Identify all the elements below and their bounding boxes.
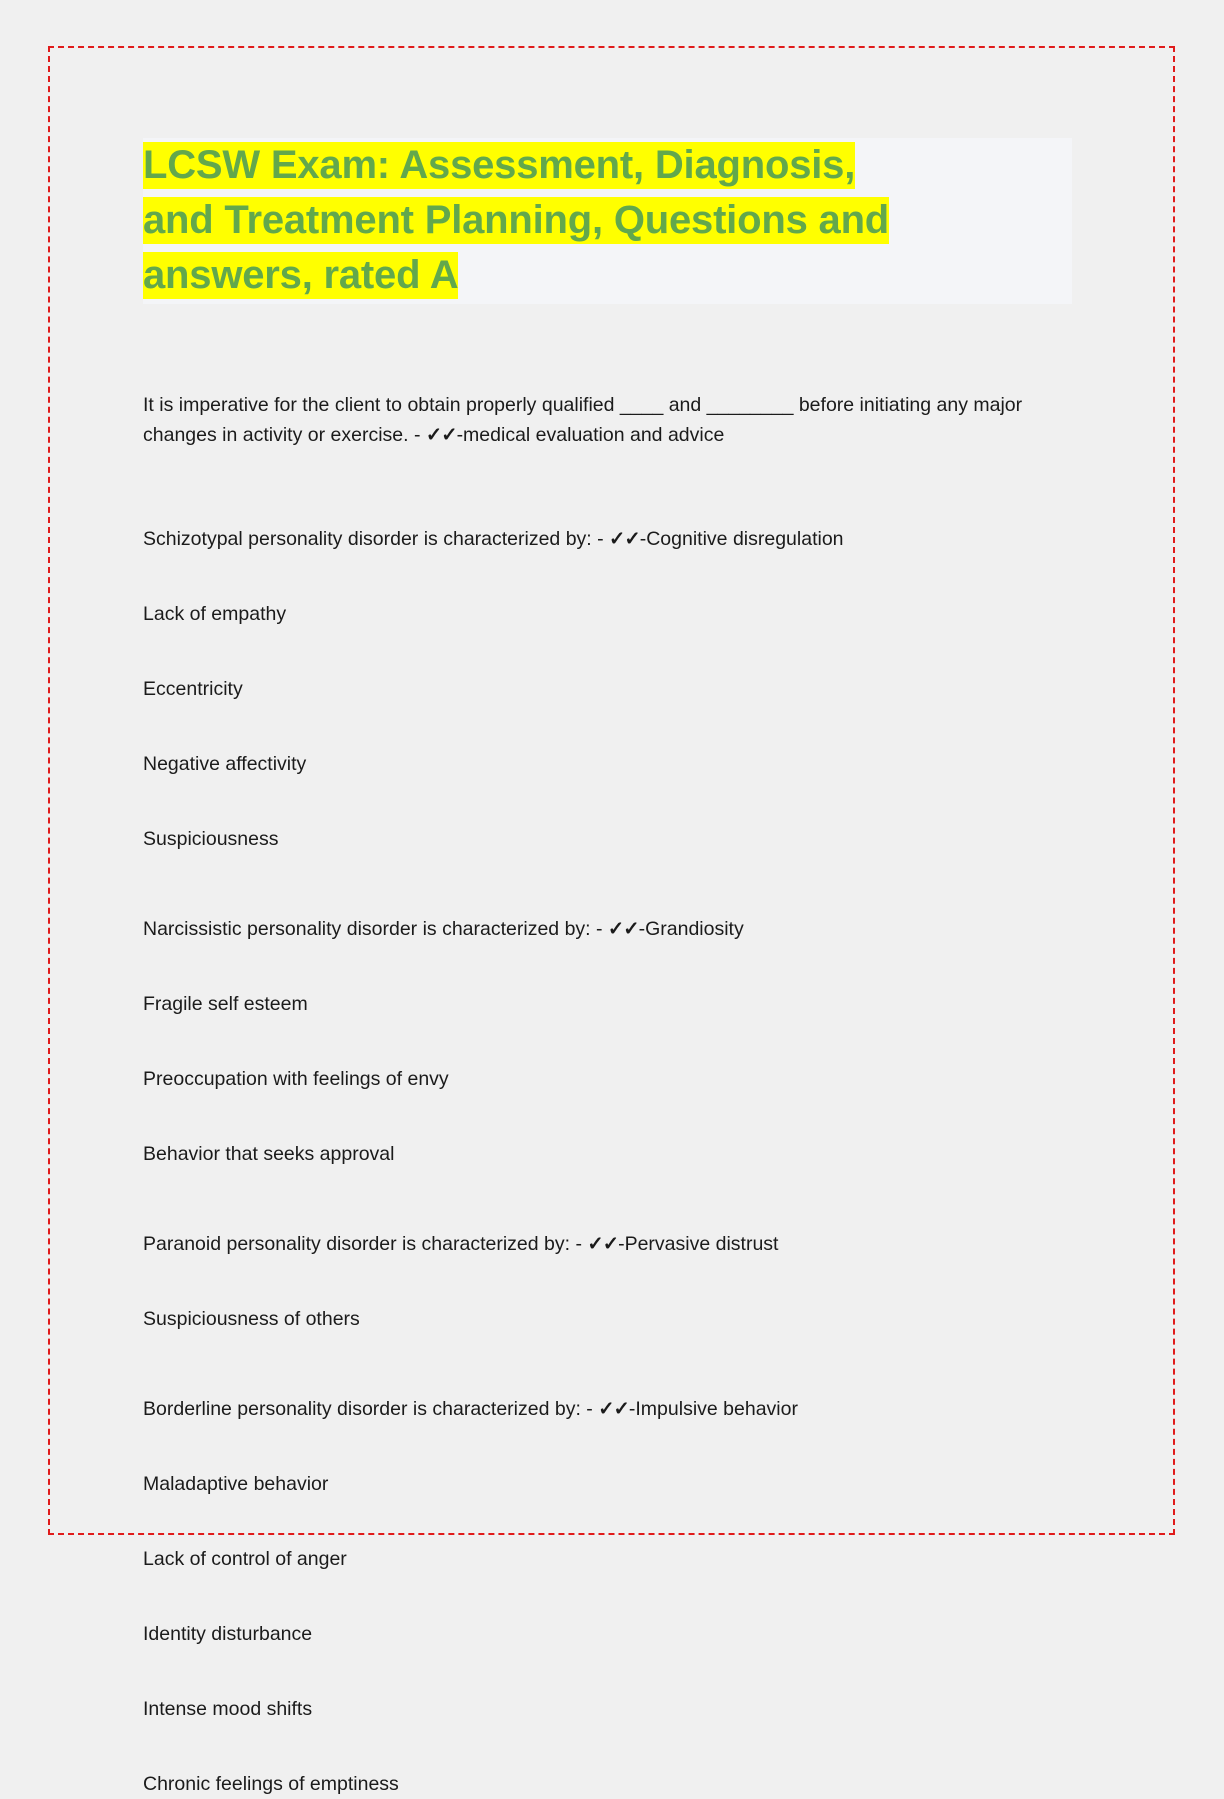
item-spacer xyxy=(143,629,1078,674)
checkmark-icon: ✓✓ xyxy=(598,1398,629,1420)
question-schizotypal xyxy=(143,524,1078,554)
item-spacer xyxy=(143,1424,1078,1469)
item-spacer xyxy=(143,554,1078,599)
section-spacer xyxy=(143,1169,1078,1229)
item-spacer xyxy=(143,1649,1078,1694)
item-spacer xyxy=(143,1094,1078,1139)
section-schizotypal xyxy=(143,524,1078,854)
item-spacer xyxy=(143,1259,1078,1304)
list-item: Behavior that seeks approval xyxy=(143,1143,395,1165)
question-text: Schizotypal personality disorder is characterized by: - xyxy=(143,528,610,550)
item-spacer xyxy=(143,1019,1078,1064)
list-item: Maladaptive behavior xyxy=(143,1473,329,1495)
item-spacer xyxy=(143,1724,1078,1769)
section-paranoid xyxy=(143,1229,1078,1334)
question-text: Narcissistic personality disorder is characterized by: - xyxy=(143,918,608,940)
list-item: Preoccupation with feelings of envy xyxy=(143,1068,449,1090)
list-item: Negative affectivity xyxy=(143,753,307,775)
item-spacer xyxy=(143,1499,1078,1544)
list-item: Suspiciousness xyxy=(143,828,279,850)
answer-narcissistic: -Grandiosity xyxy=(638,918,744,940)
question-paranoid xyxy=(143,1229,1078,1259)
answer-schizotypal: -Cognitive disregulation xyxy=(639,528,844,550)
checkmark-icon: ✓✓ xyxy=(587,1233,619,1255)
question-line-1: It is imperative for the client to obtain properly qualified ____ and ________ before initiating any major xyxy=(143,394,1023,416)
title-line-2: and Treatment Planning, Questions and xyxy=(143,198,890,242)
checkmark-icon: ✓✓ xyxy=(607,918,639,940)
list-item: Fragile self esteem xyxy=(143,993,308,1015)
question-narcissistic xyxy=(143,914,1078,944)
section-narcissistic xyxy=(143,914,1078,1169)
checkmark-icon: ✓✓ xyxy=(425,424,457,446)
title-line-1: LCSW Exam: Assessment, Diagnosis, xyxy=(143,143,856,187)
title-line-3: answers, rated A xyxy=(143,253,459,297)
answer-borderline: -Impulsive behavior xyxy=(628,1398,798,1420)
list-item: Identity disturbance xyxy=(143,1623,313,1645)
item-spacer xyxy=(143,1574,1078,1619)
question-medical-evaluation xyxy=(143,390,1078,450)
question-text: Paranoid personality disorder is characterized by: - xyxy=(143,1233,588,1255)
item-spacer xyxy=(143,704,1078,749)
section-medical-evaluation xyxy=(143,390,1078,450)
section-spacer xyxy=(143,450,1078,524)
question-borderline xyxy=(143,1394,1078,1424)
section-spacer xyxy=(143,854,1078,914)
question-line-2-prefix: changes in activity or exercise. - xyxy=(143,424,426,446)
list-item: Suspiciousness of others xyxy=(143,1308,360,1330)
list-item: Lack of empathy xyxy=(143,603,287,625)
section-spacer xyxy=(143,1334,1078,1394)
question-text: Borderline personality disorder is characterized by: - xyxy=(143,1398,599,1420)
document-body xyxy=(143,390,1078,1799)
list-item: Lack of control of anger xyxy=(143,1548,347,1570)
item-spacer xyxy=(143,779,1078,824)
list-item: Eccentricity xyxy=(143,678,243,700)
checkmark-icon: ✓✓ xyxy=(609,528,640,550)
item-spacer xyxy=(143,944,1078,989)
list-item: Chronic feelings of emptiness xyxy=(143,1773,399,1795)
section-borderline xyxy=(143,1394,1078,1799)
answer-medical-evaluation: -medical evaluation and advice xyxy=(456,424,725,446)
list-item: Intense mood shifts xyxy=(143,1698,313,1720)
answer-paranoid: -Pervasive distrust xyxy=(618,1233,779,1255)
title-area xyxy=(143,138,1083,303)
page-title xyxy=(143,138,1049,303)
